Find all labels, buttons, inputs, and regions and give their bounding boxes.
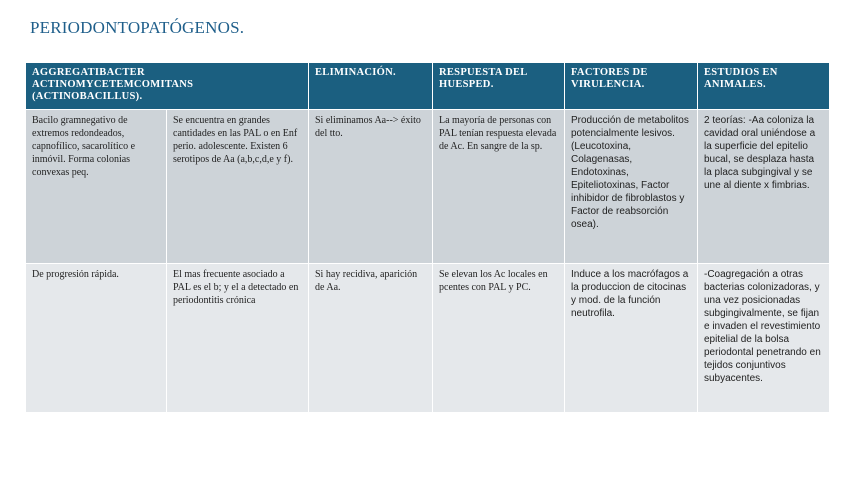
periodontopathogen-table (25, 62, 830, 413)
cell-host-response: La mayoría de personas con PAL tenían respuesta elevada de Ac. En sangre de la sp. (433, 110, 565, 264)
cell-virulence: Producción de metabolitos potencialmente lesivos. (Leucotoxina, Colagenasas, Endotoxinas, Epiteliotoxinas, Factor inhibidor de fibroblastos y Factor de reabsorción osea). (565, 110, 698, 264)
cell-animal-studies: 2 teorías: -Aa coloniza la cavidad oral uniéndose a la superficie del epitelio bucal, se desplaza hasta la placa subgingival y se une al diente x fimbrias. (698, 110, 830, 264)
header-animal-studies: ESTUDIOS EN ANIMALES. (698, 63, 830, 110)
header-organism: AGGREGATIBACTER ACTINOMYCETEMCOMITANS (ACTINOBACILLUS). (26, 63, 309, 110)
cell-serotypes: Se encuentra en grandes cantidades en las PAL o en Enf perio. adolescente. Existen 6 serotipos de Aa (a,b,c,d,e y f). (167, 110, 309, 264)
cell-elimination: Si hay recidiva, aparición de Aa. (309, 264, 433, 413)
header-row (26, 63, 830, 110)
cell-serotypes: El mas frecuente asociado a PAL es el b; y el a detectado en periodontitis crónica (167, 264, 309, 413)
header-elimination: ELIMINACIÓN. (309, 63, 433, 110)
cell-animal-studies: -Coagregación a otras bacterias colonizadoras, y una vez posicionadas subgingivalmente, se fijan e invaden el revestimiento epitelial de la bolsa periodontal penetrando en tejidos conjuntivos subyacentes. (698, 264, 830, 413)
header-host-response: RESPUESTA DEL HUESPED. (433, 63, 565, 110)
cell-host-response: Se elevan los Ac locales en pcentes con PAL y PC. (433, 264, 565, 413)
table-row (26, 264, 830, 413)
table-row (26, 110, 830, 264)
page-title: PERIODONTOPATÓGENOS. (30, 18, 245, 37)
header-virulence-factors: FACTORES DE VIRULENCIA. (565, 63, 698, 110)
cell-description: Bacilo gramnegativo de extremos redondeados, capnofílico, sacarolítico e inmóvil. Forma colonias convexas peq. (26, 110, 167, 264)
cell-description: De progresión rápida. (26, 264, 167, 413)
cell-virulence: Induce a los macrófagos a la produccion de citocinas y mod. de la función neutrofila. (565, 264, 698, 413)
cell-elimination: Si eliminamos Aa--> éxito del tto. (309, 110, 433, 264)
